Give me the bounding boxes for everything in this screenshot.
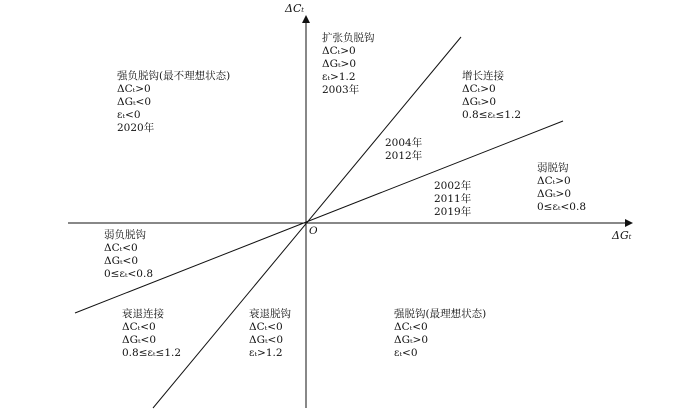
origin-label: O [309, 225, 318, 237]
condition-line: εₜ>1.2 [322, 71, 356, 83]
condition-line: ΔGₜ<0 [117, 96, 152, 108]
region-title: 衰退连接 [122, 308, 164, 320]
region-title: 强脱钩(最理想状态) [394, 308, 487, 320]
condition-line: ΔCₜ>0 [322, 45, 356, 57]
region-recessive-coupling [122, 308, 181, 360]
condition-line: εₜ<0 [394, 347, 418, 359]
condition-line: ΔGₜ<0 [104, 255, 139, 267]
region-strong-decoupling [394, 308, 486, 360]
condition-line: ΔCₜ>0 [537, 175, 571, 187]
condition-line: 0.8≤εₜ≤1.2 [462, 109, 522, 121]
region-expansive-negative-decoupling [322, 32, 375, 97]
condition-line: ΔGₜ>0 [462, 96, 497, 108]
condition-line: ΔGₜ>0 [394, 334, 429, 346]
year-line: 2003年 [322, 84, 360, 96]
year-line: 2011年 [434, 193, 472, 205]
boundary-line-shallow [75, 121, 563, 313]
year-line: 2004年 [385, 137, 423, 149]
condition-line: ΔGₜ<0 [249, 334, 284, 346]
region-recessive-decoupling [249, 308, 291, 360]
y-axis-label: ΔCₜ [285, 2, 305, 15]
condition-line: ΔCₜ>0 [462, 83, 496, 95]
years-shallow-boundary [434, 180, 471, 219]
year-line: 2002年 [434, 180, 472, 192]
condition-line: ΔCₜ<0 [394, 321, 428, 333]
region-weak-decoupling [537, 162, 586, 214]
year-line: 2012年 [385, 150, 423, 162]
condition-line: ΔCₜ>0 [117, 83, 151, 95]
x-axis-label: ΔGₜ [612, 229, 632, 242]
condition-line: 0≤εₜ<0.8 [104, 268, 154, 280]
condition-line: ΔCₜ<0 [122, 321, 156, 333]
region-title: 增长连接 [462, 70, 504, 82]
region-expansive-coupling [462, 70, 521, 122]
year-line: 2019年 [434, 206, 472, 218]
condition-line: ΔGₜ<0 [122, 334, 157, 346]
condition-line: εₜ>1.2 [249, 347, 283, 359]
condition-line: ΔGₜ>0 [537, 188, 572, 200]
year-line: 2020年 [117, 122, 155, 134]
region-title: 弱负脱钩 [104, 229, 146, 241]
region-title: 扩张负脱钩 [322, 32, 375, 44]
region-title: 衰退脱钩 [249, 308, 291, 320]
condition-line: ΔCₜ<0 [249, 321, 283, 333]
region-weak-negative-decoupling [104, 229, 153, 281]
region-strong-negative-decoupling [117, 70, 230, 135]
condition-line: εₜ<0 [117, 109, 141, 121]
condition-line: ΔGₜ>0 [322, 58, 357, 70]
region-title: 强负脱钩(最不理想状态) [117, 70, 231, 82]
years-steep-boundary [385, 137, 422, 163]
condition-line: ΔCₜ<0 [104, 242, 138, 254]
condition-line: 0.8≤εₜ≤1.2 [122, 347, 182, 359]
region-title: 弱脱钩 [537, 162, 569, 174]
condition-line: 0≤εₜ<0.8 [537, 201, 587, 213]
